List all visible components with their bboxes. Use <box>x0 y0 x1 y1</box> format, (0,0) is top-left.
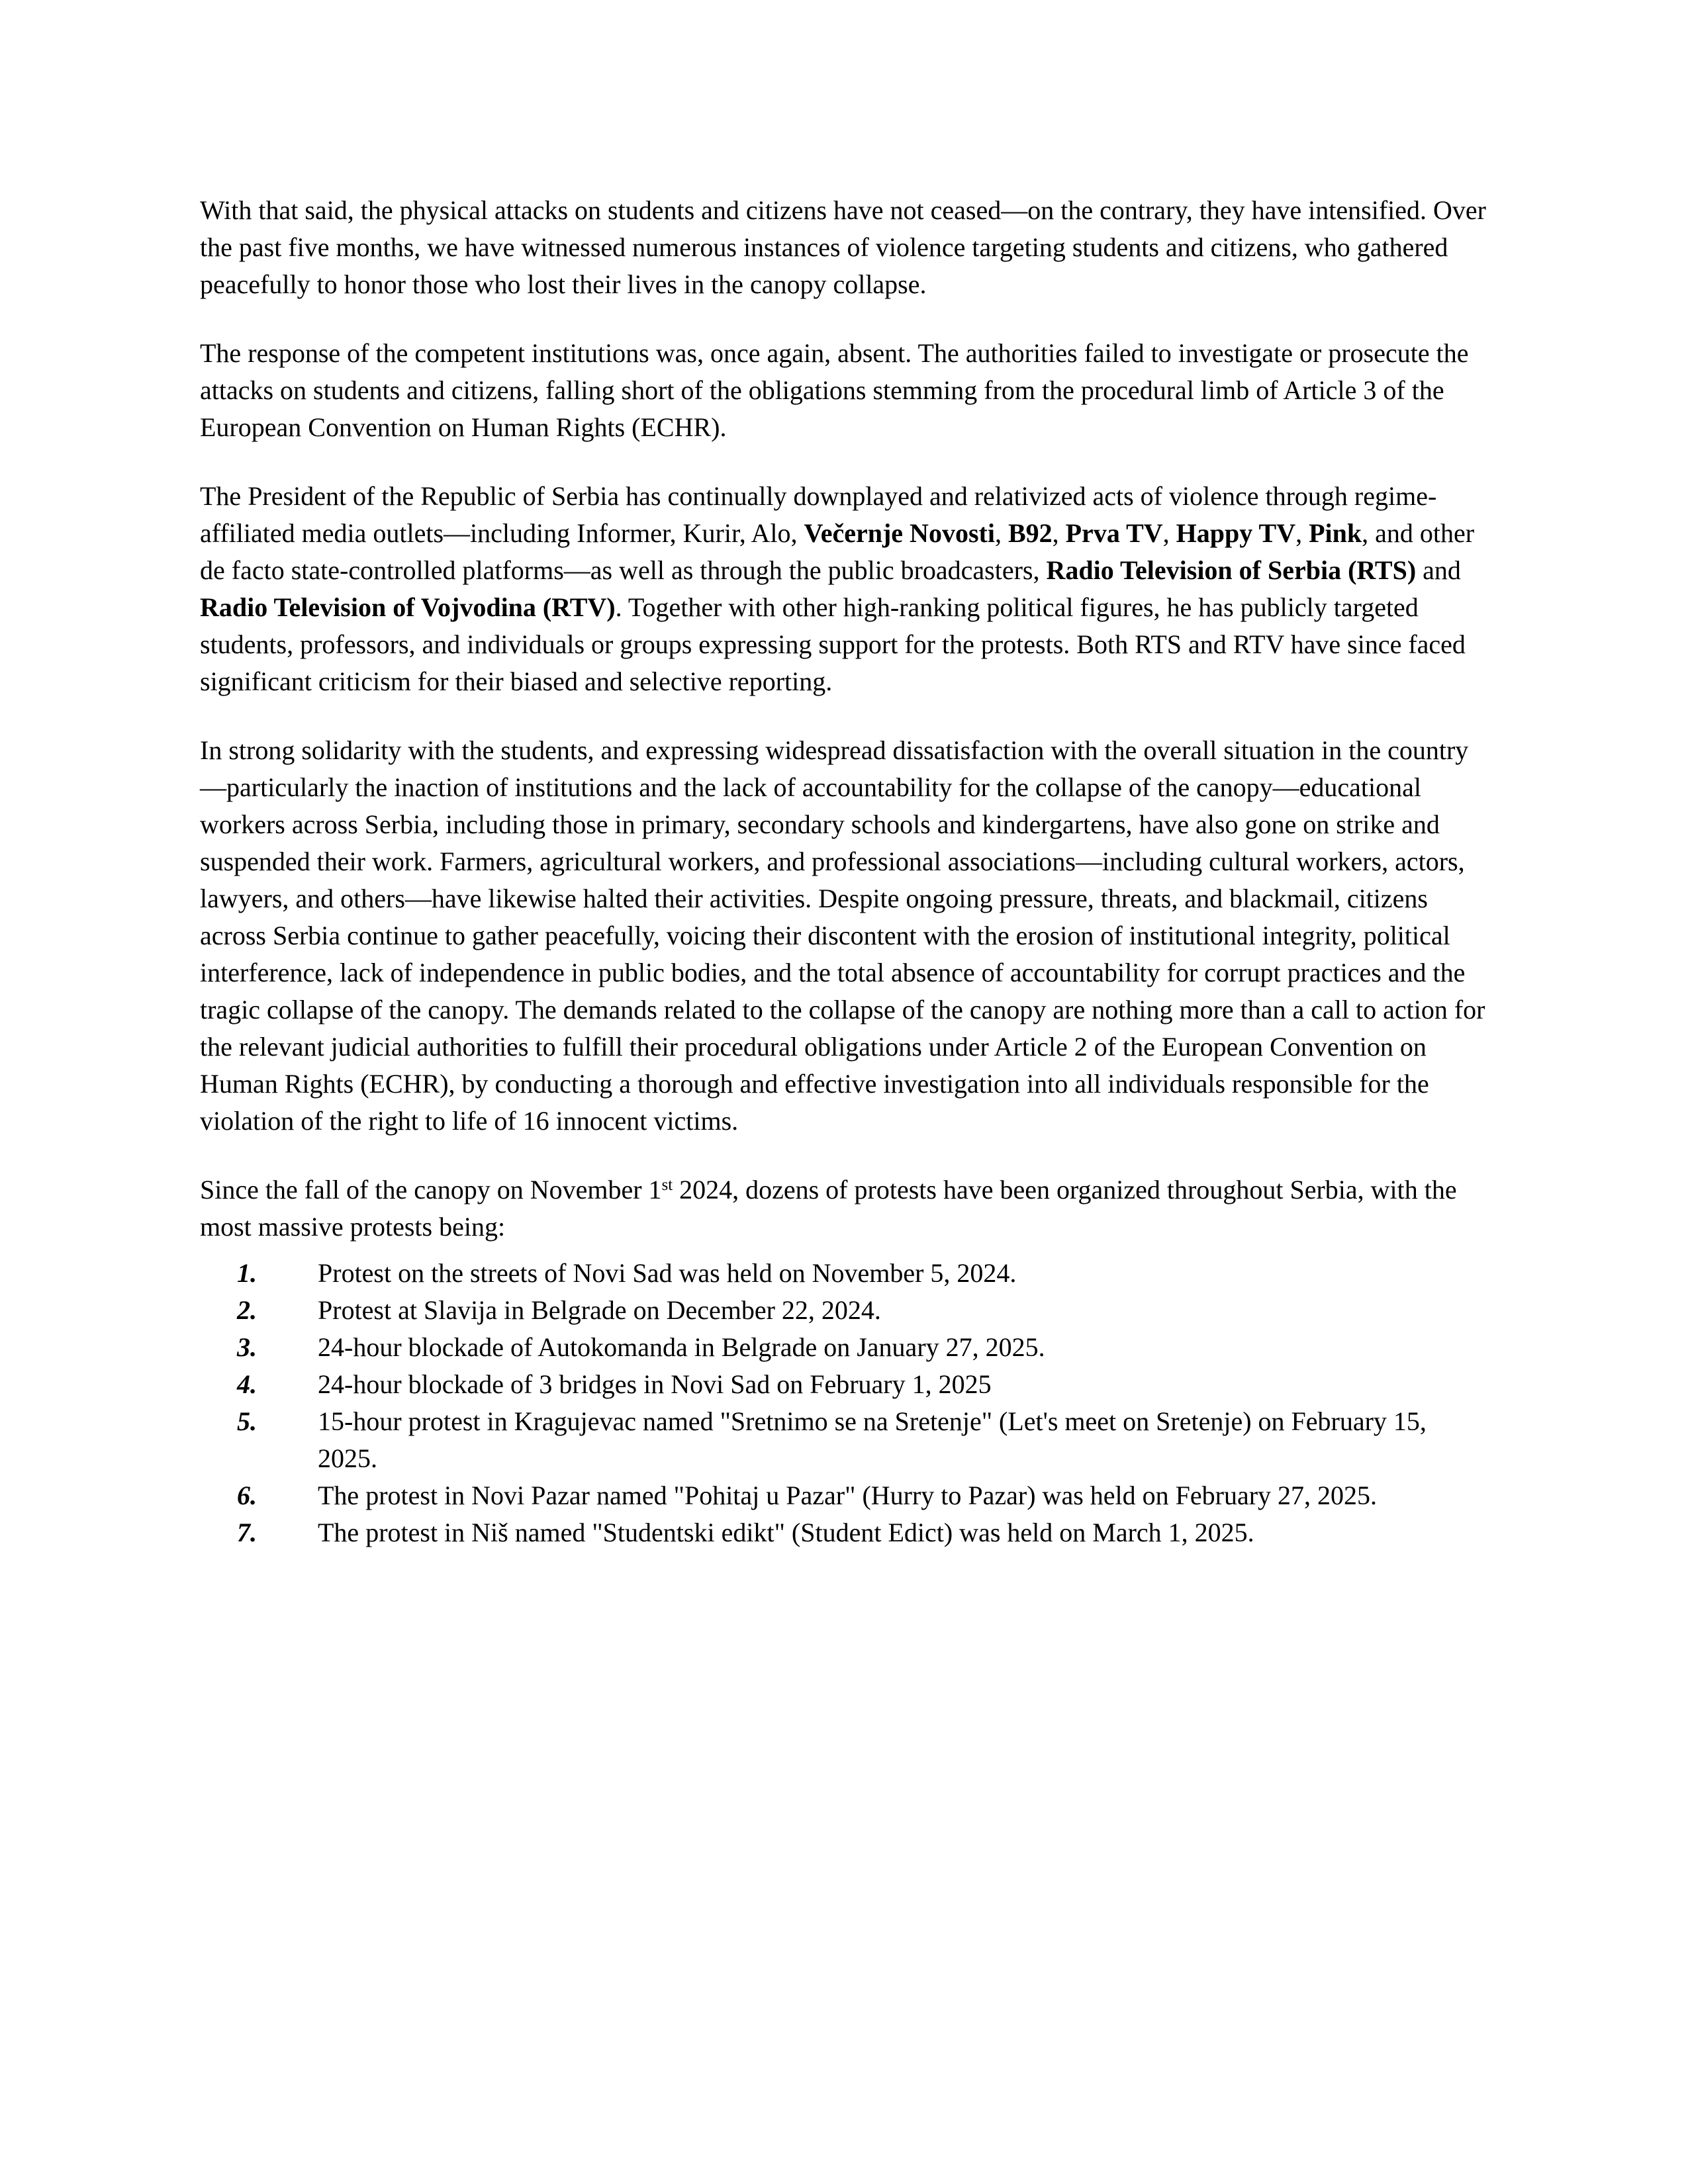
list-item <box>237 1403 1489 1477</box>
list-marker: 3. <box>237 1332 257 1362</box>
ordinal-suffix: st <box>661 1176 673 1195</box>
run-bold-pink: Pink <box>1309 518 1362 548</box>
run-bold-b92: B92 <box>1008 518 1053 548</box>
run-text: , <box>1052 518 1066 548</box>
list-item <box>237 1329 1489 1366</box>
list-marker: 6. <box>237 1480 257 1510</box>
list-item-text: The protest in Niš named "Studentski edikt" (Student Edict) was held on March 1, 2025. <box>318 1518 1254 1547</box>
list-marker: 4. <box>237 1369 257 1399</box>
run-bold-vecernje-novosti: Večernje Novosti <box>804 518 995 548</box>
run-bold-prva-tv: Prva TV <box>1065 518 1163 548</box>
list-item <box>237 1255 1489 1292</box>
list-item-text: The protest in Novi Pazar named "Pohitaj u Pazar" (Hurry to Pazar) was held on February 27, 2025. <box>318 1480 1378 1510</box>
paragraph-protest-intro <box>200 1171 1489 1246</box>
paragraph-institutional-response: The response of the competent institutions was, once again, absent. The authorities failed to investigate or prosecute the attacks on students and citizens, falling short of the obligations stemming from the procedural limb of Article 3 of the European Convention on Human Rights (ECHR). <box>200 338 1469 442</box>
run-text: , <box>1162 518 1176 548</box>
list-item-text: 15-hour protest in Kragujevac named "Sretnimo se na Sretenje" (Let's meet on Sretenje) on February 15, 2025. <box>318 1406 1427 1473</box>
document-body <box>200 192 1489 1551</box>
list-marker: 7. <box>237 1518 257 1547</box>
list-item <box>237 1366 1489 1403</box>
run-text: , <box>994 518 1008 548</box>
list-item-text: 24-hour blockade of 3 bridges in Novi Sad on February 1, 2025 <box>318 1369 992 1399</box>
list-item-text: Protest on the streets of Novi Sad was held on November 5, 2024. <box>318 1258 1017 1288</box>
list-item-text: Protest at Slavija in Belgrade on December 22, 2024. <box>318 1295 881 1325</box>
list-marker: 5. <box>237 1406 257 1436</box>
run-text: , <box>1295 518 1309 548</box>
list-item <box>237 1292 1489 1329</box>
run-text: . Together with other high-ranking political figures, he has publicly targeted students, professors, and individuals or groups expressing support for the protests. Both RTS and RTV have since faced significant criticism for their biased and selective reporting. <box>200 592 1466 696</box>
list-marker: 1. <box>237 1258 257 1288</box>
paragraph-solidarity-strikes: In strong solidarity with the students, and expressing widespread dissatisfaction with the overall situation in the country—particularly the inaction of institutions and the lack of accountability for the collapse of the canopy—educational workers across Serbia, including those in primary, secondary schools and kindergartens, have also gone on strike and suspended their work. Farmers, agricultural workers, and professional associations—including cultural workers, actors, lawyers, and others—have likewise halted their activities. Despite ongoing pressure, threats, and blackmail, citizens across Serbia continue to gather peacefully, voicing their discontent with the erosion of institutional integrity, political interference, lack of independence in public bodies, and the total absence of accountability for corrupt practices and the tragic collapse of the canopy. The demands related to the collapse of the canopy are nothing more than a call to action for the relevant judicial authorities to fulfill their procedural obligations under Article 2 of the European Convention on Human Rights (ECHR), by conducting a thorough and effective investigation into all individuals responsible for the violation of the right to life of 16 innocent victims. <box>200 735 1485 1136</box>
paragraph-president-media <box>200 478 1489 700</box>
intro-text-before: Since the fall of the canopy on November 1 <box>200 1175 662 1205</box>
run-bold-rtv: Radio Television of Vojvodina (RTV) <box>200 592 616 622</box>
run-bold-happy-tv: Happy TV <box>1176 518 1296 548</box>
run-bold-rts: Radio Television of Serbia (RTS) <box>1046 555 1417 585</box>
list-marker: 2. <box>237 1295 257 1325</box>
list-item-text: 24-hour blockade of Autokomanda in Belgrade on January 27, 2025. <box>318 1332 1045 1362</box>
protest-list <box>200 1255 1489 1551</box>
run-text: and <box>1416 555 1461 585</box>
paragraph-attacks-intensified: With that said, the physical attacks on students and citizens have not ceased—on the contrary, they have intensified. Over the past five months, we have witnessed numerous instances of violence targeting students and citizens, who gathered peacefully to honor those who lost their lives in the canopy collapse. <box>200 195 1486 299</box>
intro-text-after: 2024, dozens of protests have been organized throughout Serbia, with the most massive protests being: <box>200 1175 1457 1242</box>
run-text: , and other de facto state-controlled platforms—as well as through the public broadcasters, <box>200 518 1475 585</box>
list-item <box>237 1477 1489 1514</box>
run-text: The President of the Republic of Serbia has continually downplayed and relativized acts of violence through regime-affiliated media outlets—including Informer, Kurir, Alo, <box>200 481 1437 548</box>
list-item <box>237 1514 1489 1551</box>
